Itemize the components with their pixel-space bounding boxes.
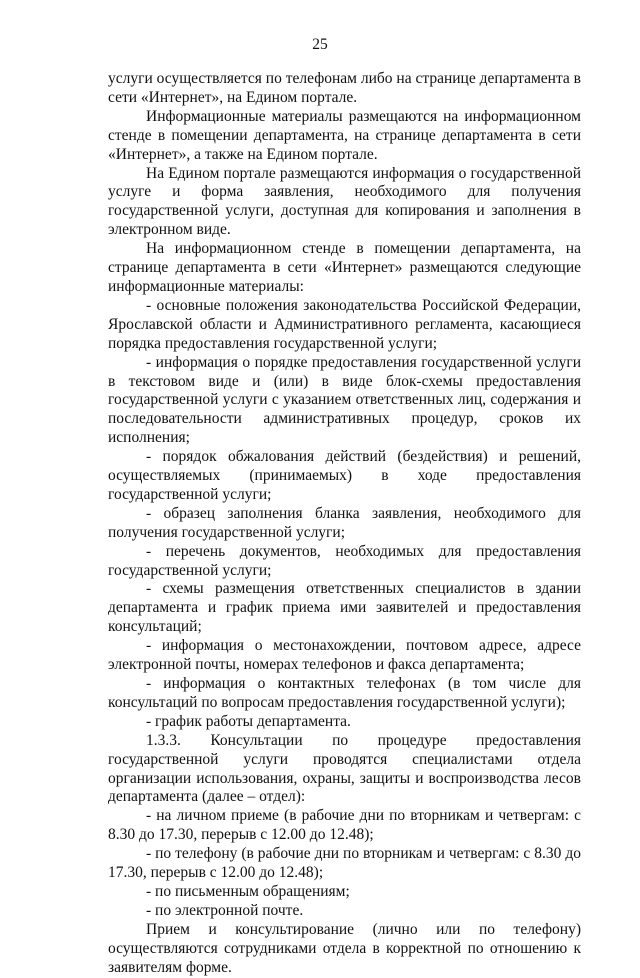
list-item-specialists-schemes: - схемы размещения ответственных специалистов в здании департамента и график приема ими заявителей и предоставления консультаций; [108, 580, 581, 636]
list-item-appeal-procedure: - порядок обжалования действий (бездействия) и решений, осуществляемых (принимаемых) в ходе предоставления государственной услуги; [108, 448, 581, 503]
list-item-work-schedule: - график работы департамента. [146, 712, 351, 730]
list-item-procedure-info: - информация о порядке предоставления государственной услуги в текстовом виде и (или) в виде блок-схемы предоставления государственной услуги с указанием ответственных лиц, содержания и последовательности административных процедур, сроков их исполнения; [108, 353, 581, 447]
list-item-email: - по электронной почте. [146, 901, 304, 919]
list-item-legislation: - основные положения законодательства Российской Федерации, Ярославской области и Административного регламента, касающиеся порядка предоставления государственной услуги; [108, 296, 581, 352]
paragraph-continuation: услуги осуществляется по телефонам либо на странице департамента в сети «Интернет», на Едином портале. [108, 70, 581, 106]
document-body [108, 70, 581, 978]
paragraph-section-1-3-3: 1.3.3. Консультации по процедуре предоставления государственной услуги проводятся специалистами отдела организации использования, охраны, защиты и воспроизводства лесов департамента (далее – отдел): [108, 731, 581, 806]
paragraph-unified-portal: На Едином портале размещаются информация о государственной услуге и форма заявления, необходимого для получения государственной услуги, доступная для копирования и заполнения в электронном виде. [108, 164, 581, 239]
paragraph-reception-consulting: Прием и консультирование (лично или по телефону) осуществляются сотрудниками отдела в корректной по отношению к заявителям форме. [108, 920, 581, 976]
paragraph-info-materials: Информационные материалы размещаются на информационном стенде в помещении департамента, на странице департамента в сети «Интернет», а также на Едином портале. [108, 107, 581, 163]
list-item-phone-consultation: - по телефону (в рабочие дни по вторникам и четвергам: с 8.30 до 17.30, перерыв с 12.00 до 12.48); [108, 845, 581, 882]
page-number: 25 [312, 36, 328, 53]
list-item-contact-phones: - информация о контактных телефонах (в том числе для консультаций по вопросам предоставления государственной услуги); [108, 675, 581, 711]
list-item-documents-list: - перечень документов, необходимых для предоставления государственной услуги; [108, 542, 581, 579]
list-item-personal-reception: - на личном приеме (в рабочие дни по вторникам и четвергам: с 8.30 до 17.30, перерыв с 12.00 до 12.48); [108, 807, 581, 844]
list-item-location-info: - информация о местонахождении, почтовом адресе, адресе электронной почты, номерах телефонов и факса департамента; [108, 637, 581, 674]
list-item-written-requests: - по письменным обращениям; [146, 882, 350, 900]
list-item-form-sample: - образец заполнения бланка заявления, необходимого для получения государственной услуги; [108, 504, 581, 541]
paragraph-info-stand: На информационном стенде в помещении департамента, на странице департамента в сети «Интернет» размещаются следующие информационные материалы: [108, 240, 581, 295]
